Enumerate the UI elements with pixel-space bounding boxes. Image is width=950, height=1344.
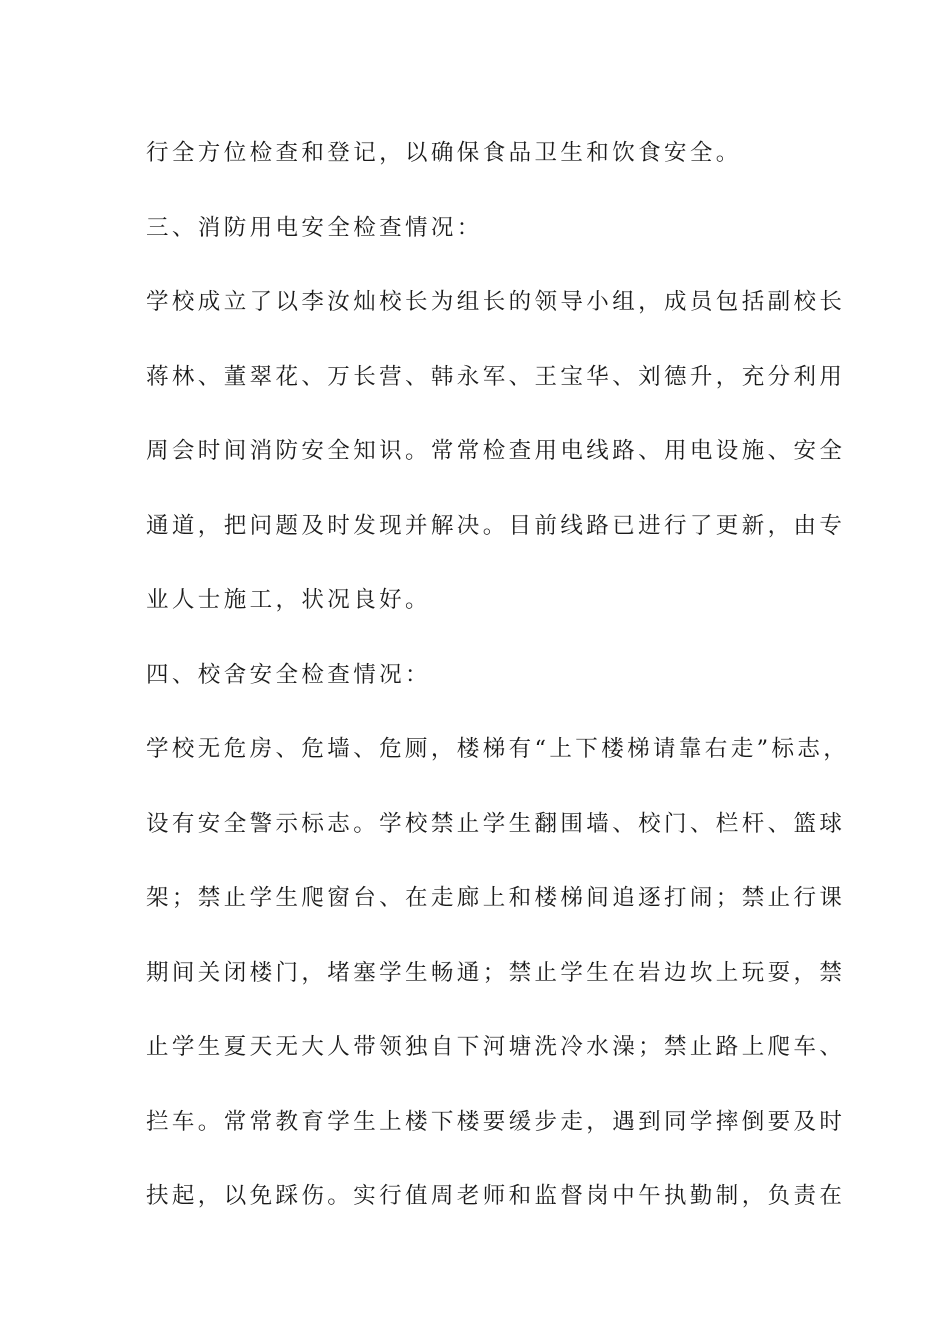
text-line: 设有安全警示标志。学校禁止学生翻围墙、校门、栏杆、篮球 [146,810,846,837]
text-line: 扶起，以免踩伤。实行值周老师和监督岗中午执勤制，负责在 [146,1183,846,1209]
section-heading-building-safety: 四、校舍安全检查情况： [146,661,431,688]
text-line: 学校成立了以李汝灿校长为组长的领导小组，成员包括副校长 [146,289,846,315]
text-line: 通道，把问题及时发现并解决。目前线路已进行了更新，由专 [146,512,846,539]
text-line: 行全方位检查和登记，以确保食品卫生和饮食安全。 [146,140,742,166]
text-line: 期间关闭楼门，堵塞学生畅通；禁止学生在岩边坎上玩耍，禁 [146,959,846,986]
text-line: 蒋林、董翠花、万长营、韩永军、王宝华、刘德升，充分利用 [146,363,846,390]
text-line: 拦车。常常教育学生上楼下楼要缓步走，遇到同学摔倒要及时 [146,1108,846,1135]
section-heading-fire-electric-safety: 三、消防用电安全检查情况： [146,214,483,241]
text-line: 业人士施工，状况良好。 [146,587,431,613]
text-line: 周会时间消防安全知识。常常检查用电线路、用电设施、安全 [146,438,846,464]
text-line: 止学生夏天无大人带领独自下河塘洗冷水澡；禁止路上爬车、 [146,1034,846,1060]
document-body [146,128,850,1246]
text-line: 架；禁止学生爬窗台、在走廊上和楼梯间追逐打闹；禁止行课 [146,885,846,911]
text-line: 学校无危房、危墙、危厕，楼梯有“上下楼梯请靠右走”标志， [146,736,850,762]
